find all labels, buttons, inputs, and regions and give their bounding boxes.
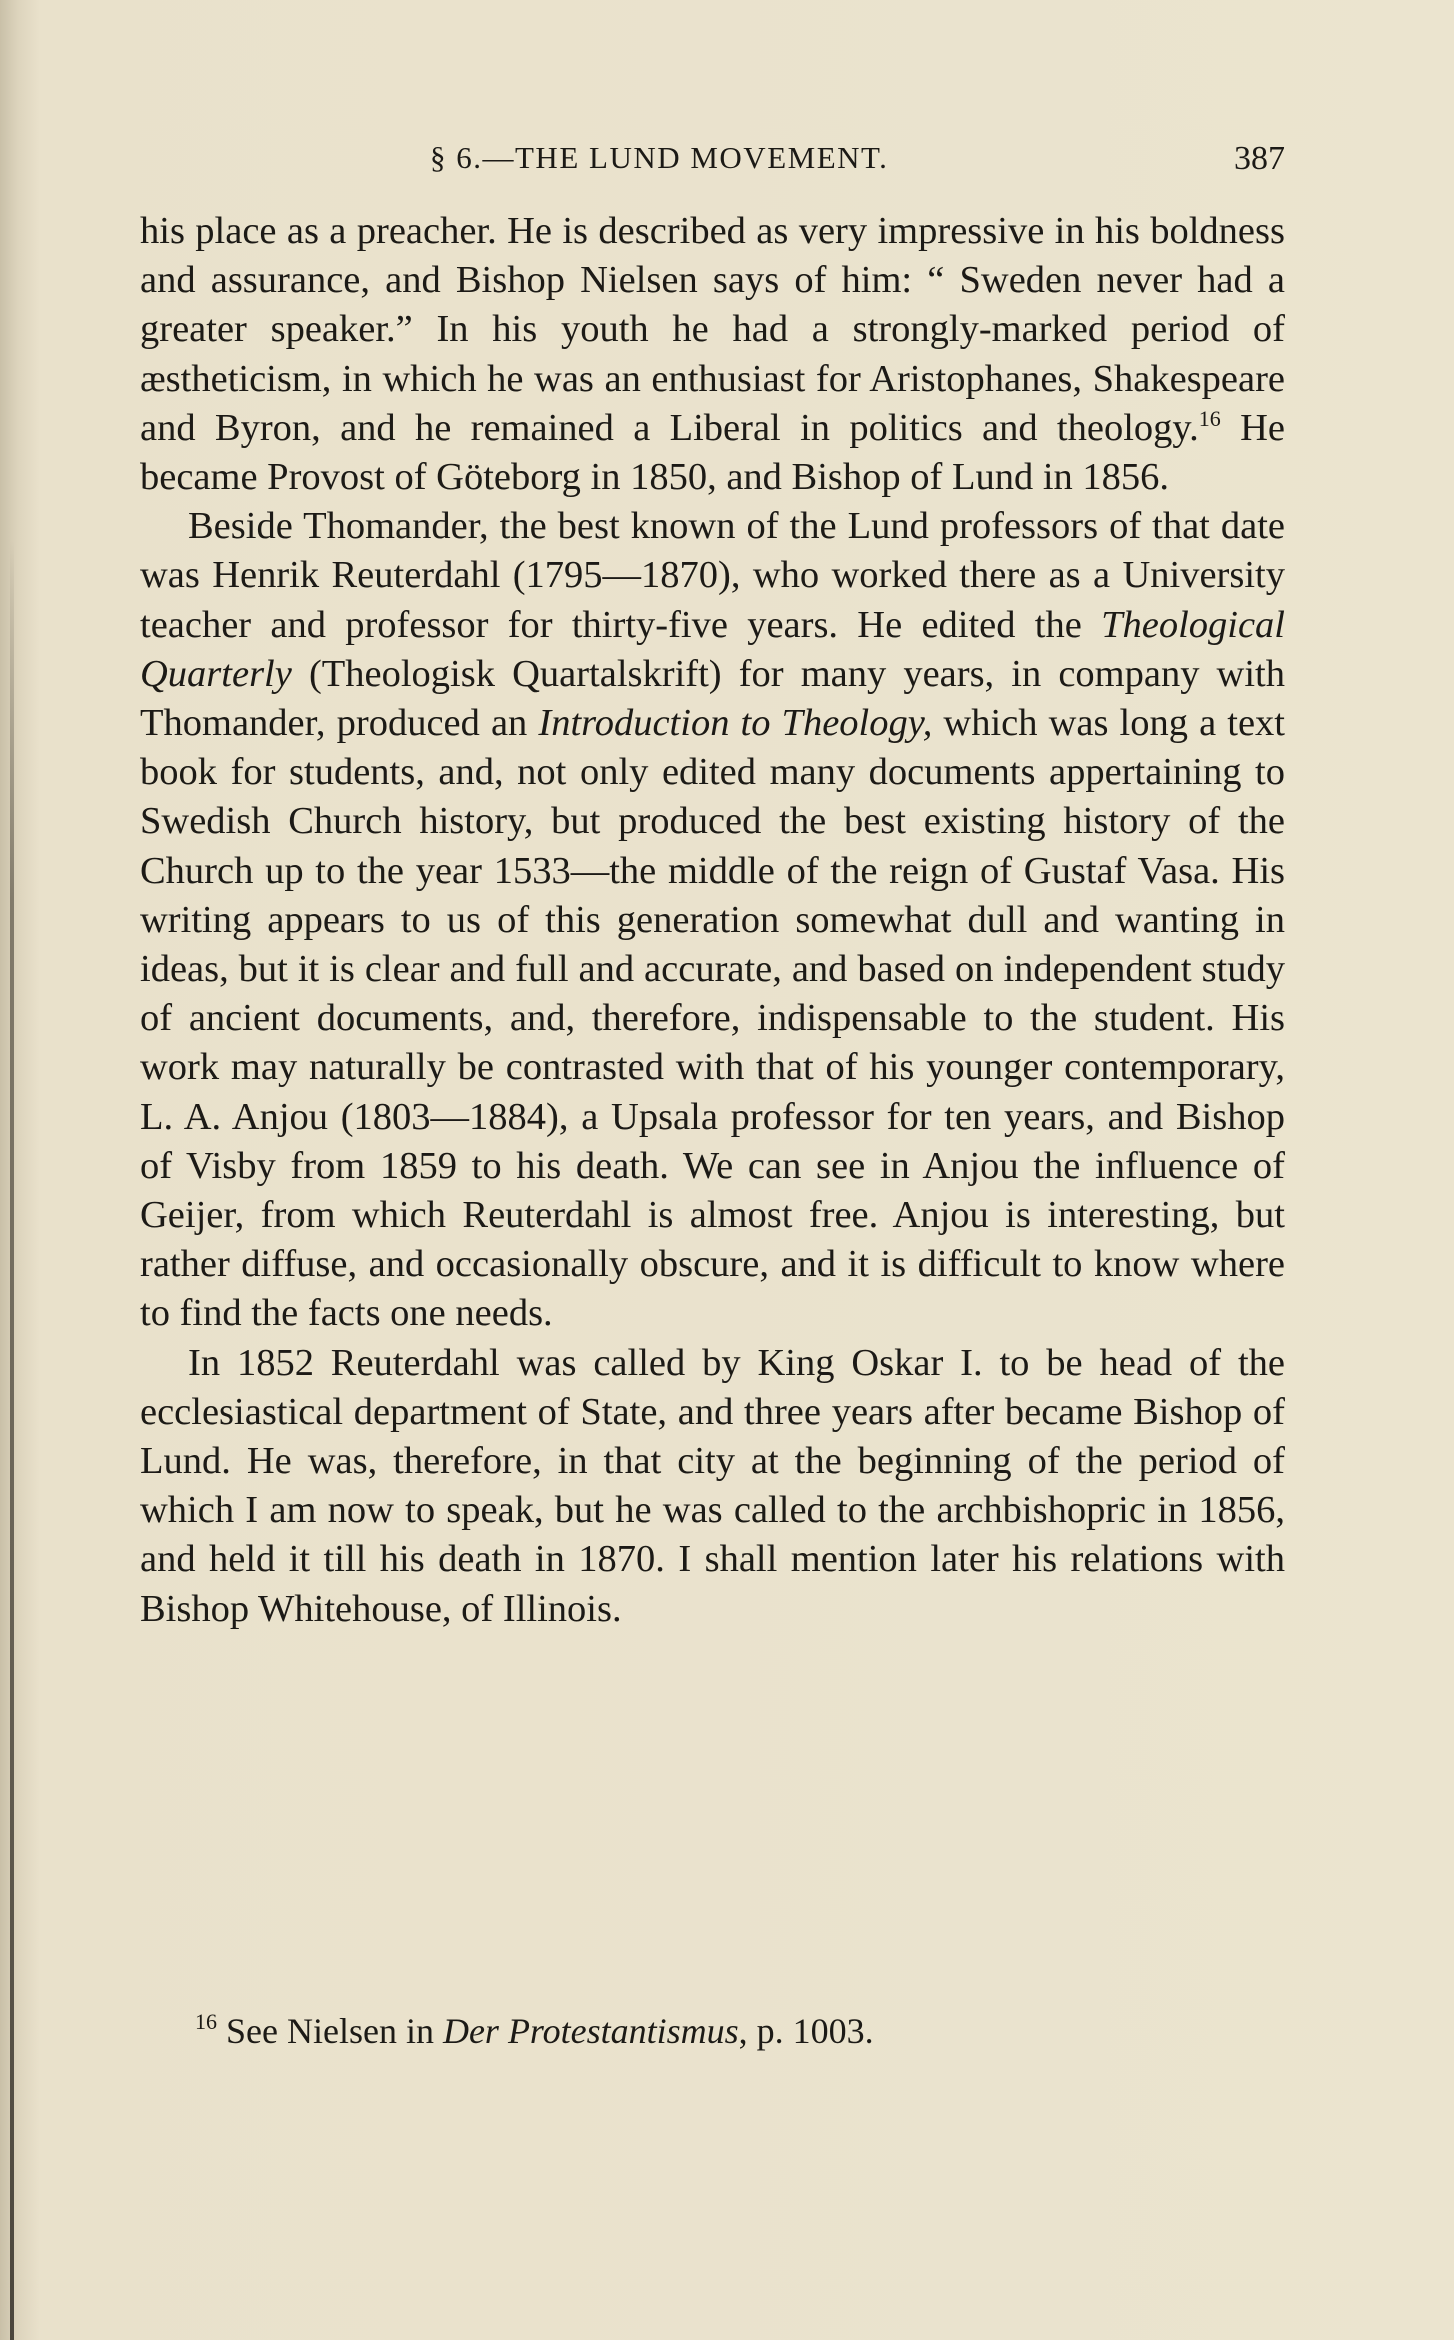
footnote-title: Der Protestantismus: [442, 2011, 739, 2051]
book-title: Introduction to Theology,: [538, 702, 933, 745]
paragraph-text: which was long a text book for students, and, not only edited many documents appertaining to Swedish Church history, but produced the best existing history of the Church up to the year 1533—the middle of the reign of Gustaf Vasa. His writing appears to us of this generation somewhat dull and wanting in ideas, but it is clear and full and accurate, and based on independent study of ancient documents, and, therefore, indispensable to the student. His work may naturally be contrasted with that of his younger contemporary, L. A. Anjou (1803—1884), a Upsala professor for ten years, and Bishop of Visby from 1859 to his death. We can see in Anjou the influence of Geijer, from which Reuterdahl is almost free. Anjou is interesting, but rather diffuse, and occasionally obscure, and it is difficult to know where to find the facts one needs.: [140, 702, 1285, 1335]
page-header: [140, 140, 1285, 190]
paragraph-text: Beside Thomander, the best known of the Lund professors of that date was Henrik Reuterdahl (1795—1870), who worked there as a University teacher and professor for thirty-five years. He edited the: [140, 505, 1285, 646]
body-text: [140, 207, 1285, 1634]
footnote-text: , p. 1003.: [738, 2011, 874, 2051]
paragraph-3: [140, 1339, 1285, 1634]
running-head: § 6.—THE LUND MOVEMENT.: [430, 140, 889, 175]
paragraph-1: [140, 207, 1285, 502]
footnote-reference: 16: [1198, 405, 1221, 431]
paragraph-text: his place as a preacher. He is described as very impressive in his boldness and assurance, and Bishop Nielsen says of him: “ Sweden never had a greater speaker.” In his youth he had a strongly-marked period of æstheticism, in which he was an enthusiast for Aristophanes, Shakespeare and Byron, and he remained a Liberal in politics and theology.: [140, 210, 1285, 449]
paragraph-text: In 1852 Reuterdahl was called by King Oskar I. to be head of the ecclesiastical department of State, and three years after became Bishop of Lund. He was, therefore, in that city at the beginning of the period of which I am now to speak, but he was called to the archbishopric in 1856, and held it till his death in 1870. I shall mention later his relations with Bishop Whitehouse, of Illinois.: [140, 1341, 1285, 1630]
binding-gutter-shadow: [10, 540, 14, 2340]
footnote-number: 16: [195, 2009, 217, 2034]
paragraph-text: (Theologisk Quartalskrift) for many years, in company with Thomander, produced an: [140, 652, 1285, 745]
footnote: [140, 2007, 1285, 2055]
paragraph-2: [140, 502, 1285, 1338]
journal-title: Theological Quarterly: [140, 603, 1285, 695]
paragraph-text: He became Provost of Göteborg in 1850, and Bishop of Lund in 1856.: [140, 406, 1285, 499]
footnote-text: See Nielsen in: [217, 2011, 443, 2051]
page-number: 387: [1234, 140, 1285, 177]
